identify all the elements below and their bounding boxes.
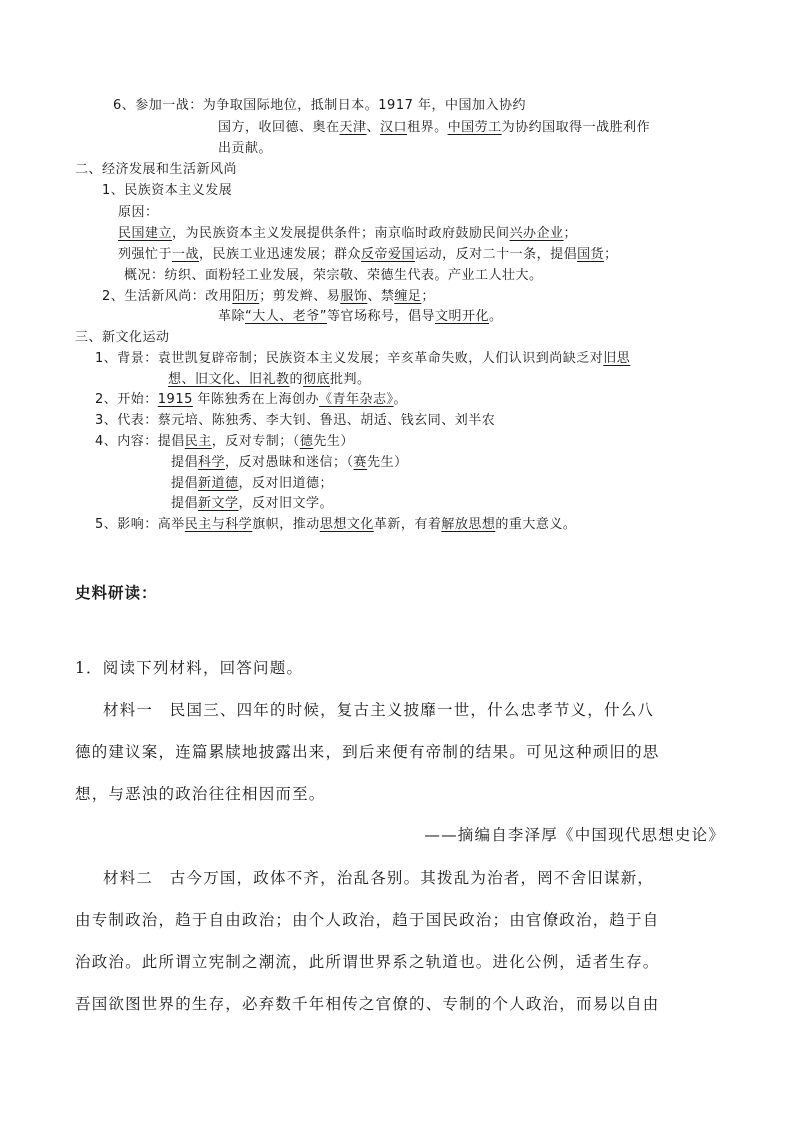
underlined-term: 科学 [198, 455, 226, 470]
material-1-line-1: 材料一 民国三、四年的时候，复古主义披靡一世，什么忠孝节义，什么八 [103, 701, 655, 719]
reading-heading: 史料研读： [75, 584, 158, 602]
text: 、 [366, 120, 381, 135]
outline-s6-line1: 6、参加一战：为争取国际地位，抵制日本。1917 年，中国加入协约 [113, 98, 526, 113]
cause-label: 原因： [118, 205, 159, 220]
material-2-line-1: 材料二 古今万国，政体不齐，治乱各别。其拨乱为治者，罔不舍旧谋新， [103, 869, 655, 887]
underlined-term: 解放思想 [441, 517, 496, 532]
section-2-item-1-title: 1、民族资本主义发展 [102, 183, 233, 198]
text: 提倡 [171, 455, 199, 470]
text: 国方，收回德、奥在 [218, 120, 340, 135]
underlined-term: 一战 [172, 247, 200, 262]
text: 运动，反对二十一条，提倡 [415, 247, 578, 262]
text: 。 [393, 392, 408, 407]
underlined-term: 汉口 [380, 120, 408, 135]
text: 先生） [313, 434, 354, 449]
text: 租界。 [407, 120, 448, 135]
underlined-term: “大人、老爷” [245, 309, 327, 324]
text: ； [421, 289, 435, 304]
underlined-term: 反帝爱国 [361, 247, 416, 262]
content-line-4 [171, 494, 333, 514]
text: 革新，有着 [373, 517, 442, 532]
text: 。 [489, 309, 503, 324]
underlined-term: 赛 [353, 455, 368, 470]
cause-line-2 [118, 245, 618, 265]
text: ，民族工业迅速发展；群众 [199, 247, 362, 262]
underlined-term: 文明开化 [435, 309, 490, 324]
text: 5、影响：高举 [95, 517, 185, 532]
start-line [95, 390, 407, 410]
material-2-line-4: 吾国欲图世界的生存，必弃数千年相传之官僚的、专制的个人政治，而易以自由 [75, 995, 660, 1013]
text: ；剪发辫、易 [259, 289, 341, 304]
material-1-source: ——摘编自李泽厚《中国现代思想史论》 [424, 826, 725, 844]
content-line-1 [95, 432, 354, 452]
material-2-line-2: 由专制政治，趋于自由政治；由个人政治，趋于国民政治；由官僚政治，趋于自 [75, 911, 660, 929]
text: 2、生活新风尚：改用 [102, 289, 233, 304]
underlined-term: 新道德 [198, 476, 239, 491]
text: 列强忙于 [118, 247, 173, 262]
material-1-line-3: 想，与恶浊的政治往往相因而至。 [75, 785, 326, 803]
text: ，为民族资本主义发展提供条件；南京临时政府鼓励民间 [172, 226, 510, 241]
underlined-term: 兴办企业 [509, 226, 564, 241]
underlined-term: 民主与科学 [184, 517, 253, 532]
underlined-term: 彻底 [303, 372, 331, 387]
underlined-term: 中国劳工 [447, 120, 502, 135]
background-line-2 [168, 370, 371, 390]
underlined-term: 服饰 [340, 289, 368, 304]
text: 批判。 [330, 372, 371, 387]
outline-s6-line3: 出贡献。 [218, 141, 273, 156]
text: 提倡 [171, 476, 199, 491]
text: 年陈独秀在上海创办 [192, 392, 320, 407]
text: ，反对旧道德； [238, 476, 334, 491]
underlined-term: 国货 [577, 247, 605, 262]
underlined-term: 民国建立 [118, 226, 173, 241]
representatives-line: 3、代表：蔡元培、陈独秀、李大钊、鲁迅、胡适、钱玄同、刘半农 [95, 413, 496, 428]
text: 1、背景：袁世凯复辟帝制；民族资本主义发展；辛亥革命失败，人们认识到尚缺乏对 [95, 351, 604, 366]
section-2-title: 二、经济发展和生活新风尚 [75, 162, 238, 177]
text: 2、开始： [95, 392, 158, 407]
underlined-term: 天津 [339, 120, 367, 135]
underlined-term: 旧思 [603, 351, 631, 366]
text: ，反对旧文学。 [238, 496, 334, 511]
material-2-line-3: 治政治。此所谓立宪制之潮流，此所谓世界系之轨道也。进化公例，适者生存。 [75, 953, 660, 971]
text: ，反对愚昧和迷信；（ [225, 455, 354, 470]
content-line-2 [171, 453, 408, 473]
text: 提倡 [171, 496, 199, 511]
text: 、禁 [367, 289, 395, 304]
background-line-1 [95, 349, 630, 369]
overview-line: 概况：纺织、面粉轻工业发展，荣宗敬、荣德生代表。产业工人壮大。 [124, 268, 543, 283]
cause-line-1 [118, 224, 577, 244]
section-3-title: 三、新文化运动 [75, 330, 170, 345]
text: 的重大意义。 [495, 517, 577, 532]
text: ； [604, 247, 618, 262]
material-1-line-2: 德的建议案，连篇累牍地披露出来，到后来便有帝制的结果。可见这种顽旧的思 [75, 743, 660, 761]
text: 4、内容：提倡 [95, 434, 185, 449]
section-2-item-2-cont [218, 307, 503, 327]
text: 先生） [367, 455, 408, 470]
text: 等官场称号，倡导 [327, 309, 436, 324]
underlined-term: 缠足 [394, 289, 422, 304]
text: 革除 [218, 309, 246, 324]
underlined-term: 《青年杂志》 [319, 392, 394, 407]
underlined-term: 民主 [184, 434, 212, 449]
text: 为协约国取得一战胜利作 [501, 120, 651, 135]
text: ； [563, 226, 578, 241]
text: ，反对专制；（ [211, 434, 300, 449]
influence-line [95, 515, 576, 535]
underlined-term: 思想文化 [319, 517, 374, 532]
underlined-term: 想、旧文化、旧礼教 [168, 372, 290, 387]
underlined-term: 德 [299, 434, 314, 449]
underlined-term: 阳历 [232, 289, 260, 304]
text: 旗帜，推动 [252, 517, 320, 532]
content-line-3 [171, 474, 333, 494]
question-1: 1．阅读下列材料，回答问题。 [75, 659, 304, 677]
text: 的 [289, 372, 304, 387]
underlined-term: 新文学 [198, 496, 239, 511]
outline-s6-line2 [218, 118, 650, 138]
section-2-item-2 [102, 287, 435, 307]
underlined-term: 1915 [157, 392, 193, 407]
